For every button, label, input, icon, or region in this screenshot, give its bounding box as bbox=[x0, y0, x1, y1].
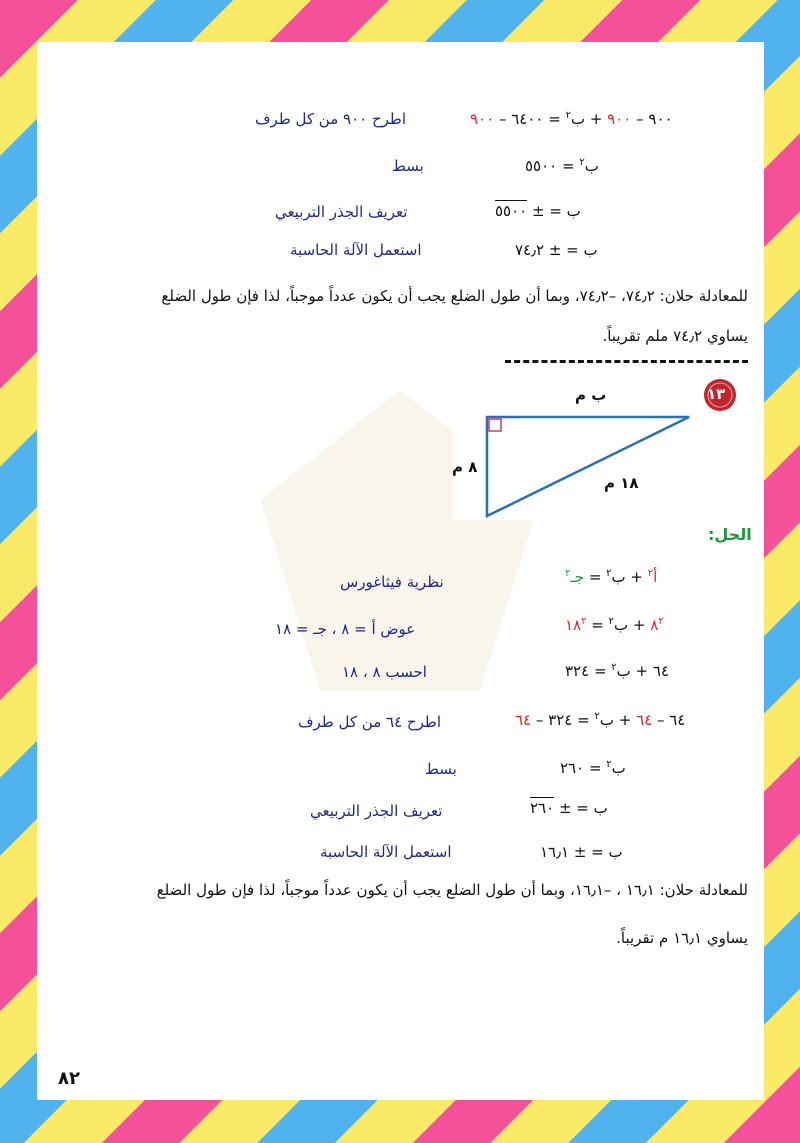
hypotenuse-label: ١٨ م bbox=[604, 474, 639, 492]
conclusion-1-line-2: يساوي ٧٤٫٢ ملم تقريباً. bbox=[602, 327, 748, 345]
reason-1: اطرح ٩٠٠ من كل طرف bbox=[255, 110, 407, 128]
solution-row-4: ٦٤ – ٦٤ + ب$^٢$ = ٣٢٤ – ٦٤ bbox=[515, 711, 686, 729]
reason-2: بسط bbox=[392, 157, 424, 175]
left-side-label: ٨ م bbox=[452, 458, 478, 476]
solution-row-1: أ$^٢$ + ب$^٢$ = جـ$^٢$ bbox=[565, 568, 658, 586]
reason-4: استعمل الآلة الحاسبة bbox=[290, 241, 422, 259]
problem-number: ١٣ bbox=[707, 385, 726, 403]
top-side-label: ب م bbox=[575, 386, 607, 404]
solution-reason-5: بسط bbox=[425, 760, 457, 778]
equation-row-3: ب = ± ٥٥٠٠ bbox=[495, 202, 581, 220]
reason-3: تعريف الجذر التربيعي bbox=[275, 203, 408, 221]
conclusion-1-line-1: للمعادلة حلان: ٧٤٫٢، –٧٤٫٢، وبما أن طول الضلع يجب أن يكون عدداً موجباً، لذا فإن طول الضلع bbox=[161, 287, 748, 305]
solution-reason-6: تعريف الجذر التربيعي bbox=[310, 802, 443, 820]
sqrt-symbol: ٢٦٠ bbox=[530, 799, 555, 817]
equation-row-2: ب$^٢$ = ٥٥٠٠ bbox=[525, 157, 599, 175]
page-number: ٨٢ bbox=[58, 1068, 80, 1089]
solution-reason-2: عوض أ = ٨ ، جـ = ١٨ bbox=[275, 620, 416, 638]
conclusion-2-line-2: يساوي ١٦٫١ م تقريباً. bbox=[616, 929, 748, 947]
solution-reason-4: اطرح ٦٤ من كل طرف bbox=[298, 713, 441, 731]
solution-row-2: $٨^٢$ + ب$^٢$ = $١٨^٢$ bbox=[565, 616, 664, 634]
solution-heading: الحل: bbox=[708, 525, 752, 544]
solution-reason-1: نظرية فيثاغورس bbox=[340, 573, 444, 591]
solution-row-6: ب = ± ٢٦٠ bbox=[530, 799, 608, 817]
section-divider bbox=[505, 360, 748, 363]
equation-row-4: ب = ± ٧٤٫٢ bbox=[515, 241, 598, 259]
solution-row-7: ب = ± ١٦٫١ bbox=[540, 843, 623, 861]
sqrt-symbol: ٥٥٠٠ bbox=[495, 202, 528, 220]
conclusion-2-line-1: للمعادلة حلان: ١٦٫١ ، –١٦٫١، وبما أن طول الضلع يجب أن يكون عدداً موجباً، لذا فإن طول الضلع bbox=[156, 881, 748, 899]
solution-reason-7: استعمل الآلة الحاسبة bbox=[320, 843, 452, 861]
equation-row-1: ٩٠٠ – ٩٠٠ + ب$^٢$ = ٦٤٠٠ – ٩٠٠ bbox=[470, 110, 673, 128]
solution-row-3: ٦٤ + ب$^٢$ = ٣٢٤ bbox=[565, 662, 670, 680]
solution-reason-3: احسب ٨ ، ١٨ bbox=[342, 663, 427, 681]
solution-row-5: ب$^٢$ = ٢٦٠ bbox=[560, 759, 626, 777]
